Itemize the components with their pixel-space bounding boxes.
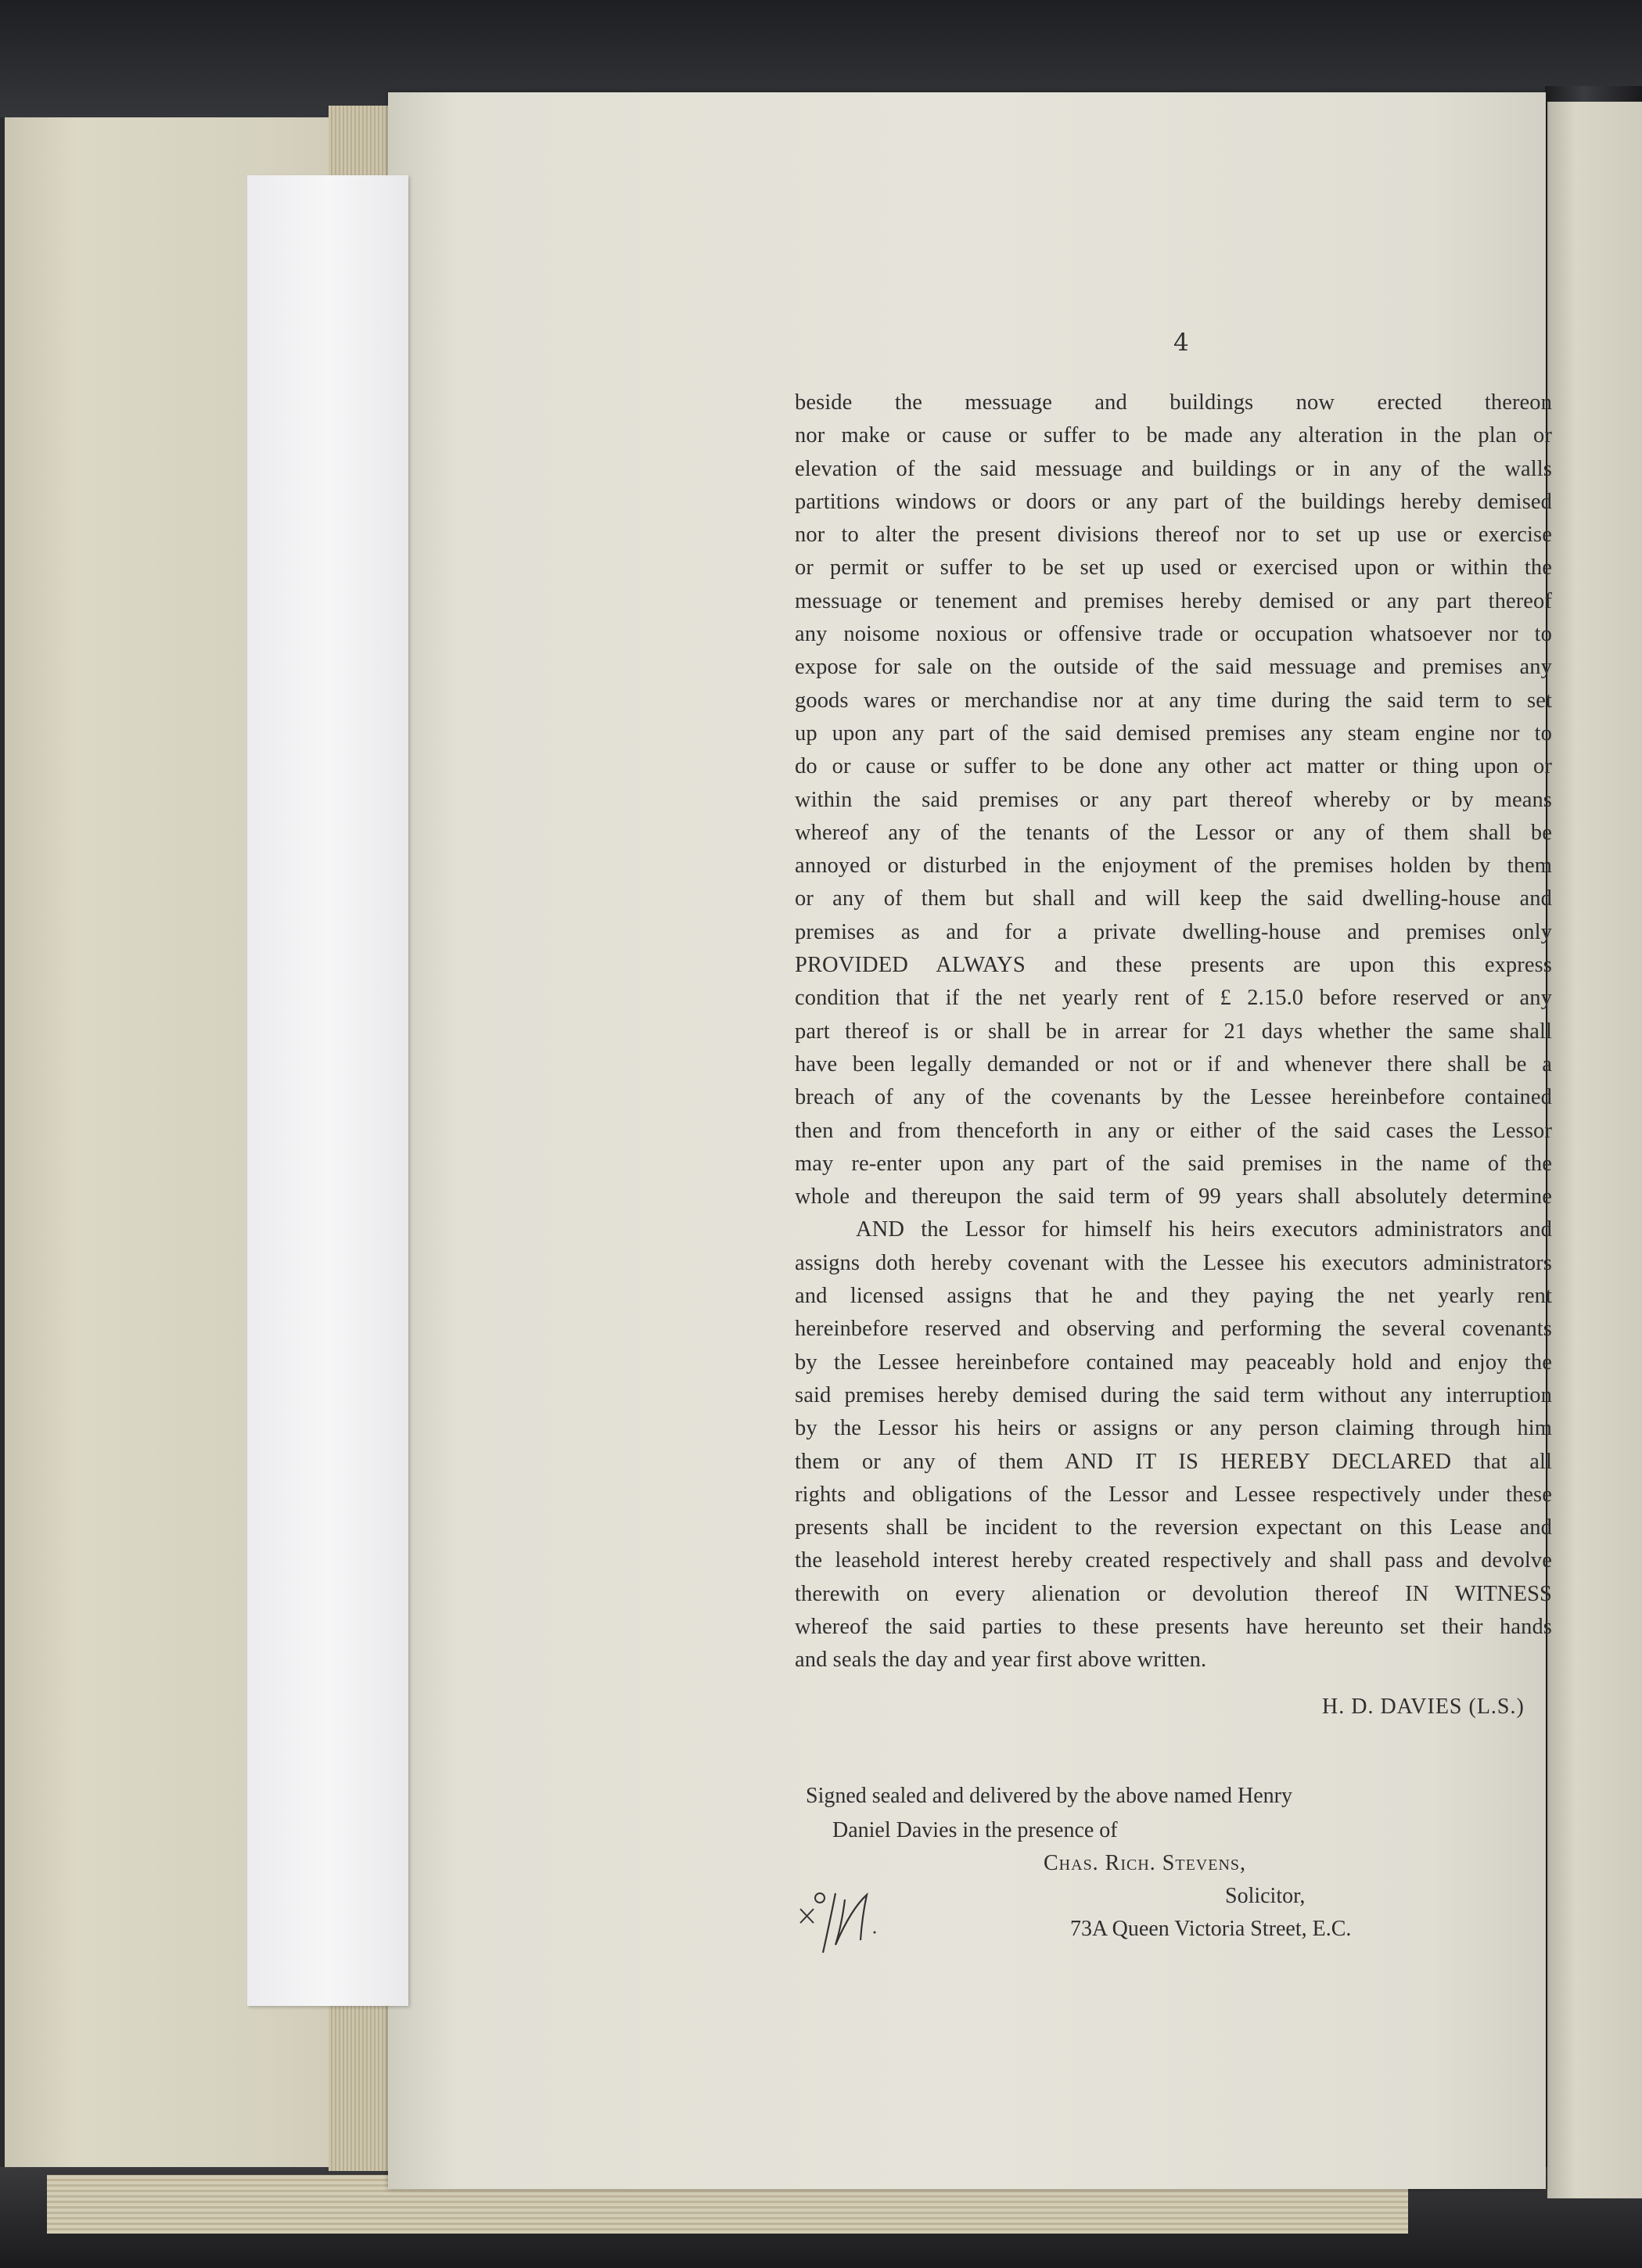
body-line: expose for sale on the outside of the said messuage and premises any bbox=[795, 655, 1552, 680]
witness-name: Chas. Rich. Stevens, bbox=[1044, 1851, 1247, 1875]
body-line: the leasehold interest hereby created respectively and shall pass and devolve bbox=[795, 1548, 1552, 1573]
body-line: whereof the said parties to these presents have hereunto set their hands bbox=[795, 1614, 1552, 1639]
witness-address: 73A Queen Victoria Street, E.C. bbox=[1070, 1917, 1352, 1941]
handwritten-initials bbox=[796, 1885, 898, 1956]
attestation-line-1: Signed sealed and delivered by the above named Henry bbox=[806, 1784, 1293, 1808]
body-line: AND the Lessor for himself his heirs executors administrators and bbox=[856, 1217, 1552, 1242]
body-line: therewith on every alienation or devolution thereof IN WITNESS bbox=[795, 1581, 1552, 1606]
attestation-line-2: Daniel Davies in the presence of bbox=[832, 1818, 1118, 1842]
body-line: hereinbefore reserved and observing and performing the several covenants bbox=[795, 1317, 1552, 1342]
body-line: part thereof is or shall be in arrear for 21 days whether the same shall bbox=[795, 1019, 1552, 1044]
body-line: then and from thenceforth in any or either of the said cases the Lessor bbox=[795, 1118, 1552, 1143]
body-line: goods wares or merchandise nor at any time during the said term to set bbox=[795, 688, 1552, 713]
body-line: said premises hereby demised during the said term without any interruption bbox=[795, 1382, 1552, 1407]
body-line: have been legally demanded or not or if and whenever there shall be a bbox=[795, 1051, 1552, 1076]
body-line: or permit or suffer to be set up used or exercised upon or within the bbox=[795, 555, 1552, 580]
body-line: whole and thereupon the said term of 99 years shall absolutely determine bbox=[795, 1184, 1552, 1209]
body-line: premises as and for a private dwelling-house and premises only bbox=[795, 919, 1552, 944]
body-line: do or cause or suffer to be done any other act matter or thing upon or bbox=[795, 754, 1552, 779]
body-line: condition that if the net yearly rent of £ 2.15.0 before reserved or any bbox=[795, 986, 1552, 1011]
body-line: and seals the day and year first above written. bbox=[795, 1648, 1207, 1673]
body-line: nor make or cause or suffer to be made any alteration in the plan or bbox=[795, 423, 1552, 448]
body-line: rights and obligations of the Lessor and Lessee respectively under these bbox=[795, 1482, 1552, 1507]
body-line: and licensed assigns that he and they paying the net yearly rent bbox=[795, 1284, 1552, 1309]
page-number: 4 bbox=[1173, 329, 1189, 357]
body-line: may re-enter upon any part of the said premises in the name of the bbox=[795, 1151, 1552, 1176]
body-line: breach of any of the covenants by the Lessee hereinbefore contained bbox=[795, 1085, 1552, 1110]
body-line: up upon any part of the said demised premises any steam engine nor to bbox=[795, 721, 1552, 746]
body-line: assigns doth hereby covenant with the Lessee his executors administrators bbox=[795, 1250, 1552, 1275]
signature-davies: H. D. DAVIES (L.S.) bbox=[1322, 1695, 1525, 1719]
body-line: by the Lessor his heirs or assigns or any person claiming through him bbox=[795, 1416, 1552, 1441]
body-line: or any of them but shall and will keep the said dwelling-house and bbox=[795, 886, 1552, 911]
back-page-edge bbox=[1547, 102, 1642, 2198]
body-line: whereof any of the tenants of the Lessor or any of them shall be bbox=[795, 820, 1552, 845]
body-line: annoyed or disturbed in the enjoyment of the premises holden by them bbox=[795, 854, 1552, 879]
body-line: messuage or tenement and premises hereby demised or any part thereof bbox=[795, 588, 1552, 613]
body-line: by the Lessee hereinbefore contained may peaceably hold and enjoy the bbox=[795, 1350, 1552, 1375]
witness-title: Solicitor, bbox=[1225, 1884, 1306, 1908]
body-line: any noisome noxious or offensive trade or occupation whatsoever nor to bbox=[795, 622, 1552, 647]
body-line: nor to alter the present divisions thereof nor to set up use or exercise bbox=[795, 523, 1552, 548]
body-line: presents shall be incident to the reversion expectant on this Lease and bbox=[795, 1515, 1552, 1540]
body-line: beside the messuage and buildings now erected thereon bbox=[795, 390, 1552, 415]
body-line: them or any of them AND IT IS HEREBY DECLARED that all bbox=[795, 1449, 1552, 1474]
body-line: partitions windows or doors or any part of the buildings hereby demised bbox=[795, 489, 1552, 514]
paper-strip bbox=[247, 175, 408, 2006]
body-text bbox=[795, 386, 1552, 1677]
body-line: within the said premises or any part thereof whereby or by means bbox=[795, 787, 1552, 812]
body-line: PROVIDED ALWAYS and these presents are upon this express bbox=[795, 953, 1552, 978]
body-line: elevation of the said messuage and buildings or in any of the walls bbox=[795, 456, 1552, 481]
